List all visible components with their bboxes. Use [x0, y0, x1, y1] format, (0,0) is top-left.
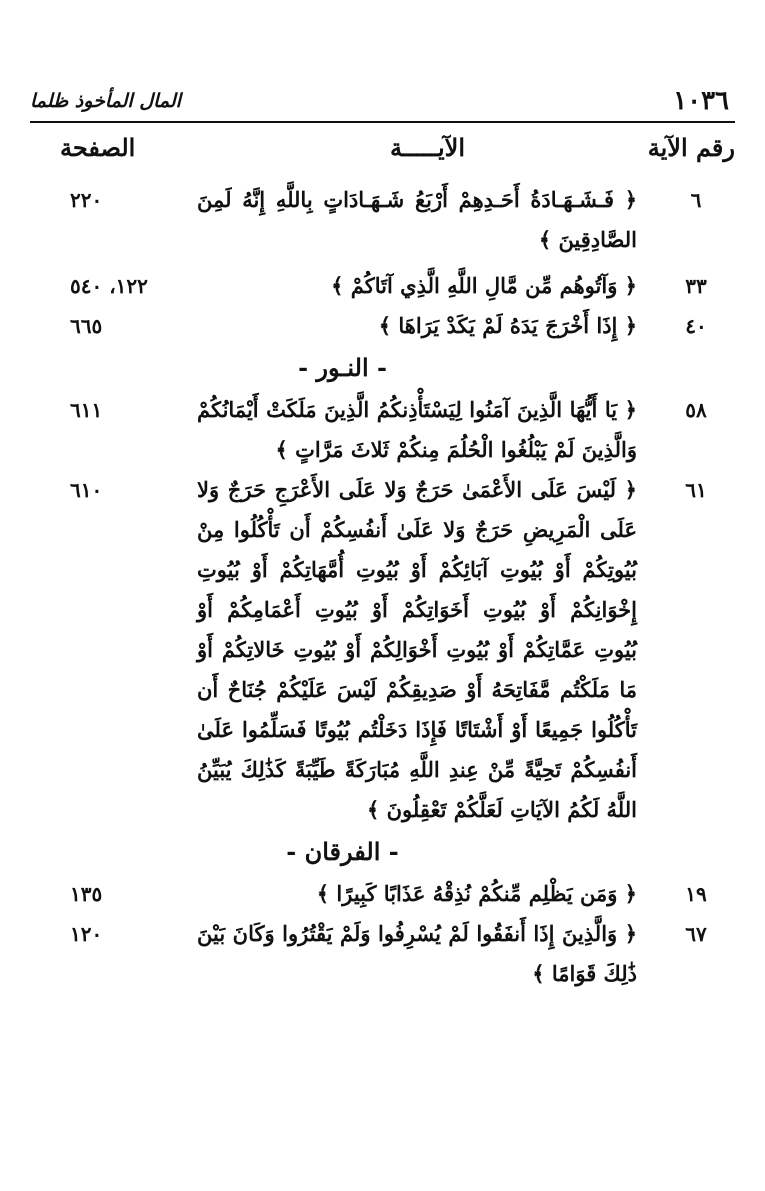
verse-text: ﴿ يَا أَيُّهَا الَّذِينَ آمَنُوا لِيَسْتَأْذِنكُمُ الَّذِينَ مَلَكَتْ أَيْمَانُكُمْ وَالَّذِينَ لَمْ يَبْلُغُوا الْحُلُمَ مِنكُمْ ثَلاثَ مَرَّاتٍ ﴾: [197, 397, 637, 462]
verse-text: ﴿ فَـشَـهَـادَةُ أَحَـدِهِمْ أَرْبَعُ شَـهَـادَاتٍ بِاللَّهِ إِنَّهُ لَمِنَ الصَّادِقِينَ ﴾: [197, 187, 637, 252]
page-reference: ١٢٠: [70, 922, 103, 946]
verse-text: ﴿ وَآتُوهُم مِّن مَّالِ اللَّهِ الَّذِي آتَاكُمْ ﴾: [331, 273, 637, 298]
verse-text: ﴿ وَمَن يَظْلِم مِّنكُمْ نُذِقْهُ عَذَابًا كَبِيرًا ﴾: [316, 881, 637, 906]
verse-number: ٦٧: [685, 922, 707, 946]
page-number: ١٠٣٦: [673, 86, 729, 116]
index-row: [30, 306, 735, 346]
page-reference: ٦١٠: [70, 478, 103, 502]
column-heading-verse: الآيـــــة: [389, 133, 465, 162]
surah-heading-furqan: - الفرقان -: [286, 837, 399, 866]
page-reference: ٢٢٠: [70, 188, 103, 212]
verse-text: ﴿ لَيْسَ عَلَى الأَعْمَىٰ حَرَجٌ وَلا عَلَى الأَعْرَجِ حَرَجٌ وَلا عَلَى الْمَرِيضِ حَرَجٌ وَلا عَلَىٰ أَنفُسِكُمْ أَن تَأْكُلُوا مِنْ بُيُوتِكُمْ أَوْ بُيُوتِ آبَائِكُمْ أَوْ بُيُوتِ أُمَّهَاتِكُمْ أَوْ بُيُوتِ إِخْوَانِكُمْ أَوْ بُيُوتِ أَخَوَاتِكُمْ أَوْ بُيُوتِ أَعْمَامِكُمْ أَوْ بُيُوتِ عَمَّاتِكُمْ أَوْ بُيُوتِ أَخْوَالِكُمْ أَوْ بُيُوتِ خَالاتِكُمْ أَوْ مَا مَلَكْتُم مَّفَاتِحَهُ أَوْ صَدِيقِكُمْ لَيْسَ عَلَيْكُمْ جُنَاحٌ أَن تَأْكُلُوا جَمِيعًا أَوْ أَشْتَاتًا فَإِذَا دَخَلْتُم بُيُوتًا فَسَلِّمُوا عَلَىٰ أَنفُسِكُمْ تَحِيَّةً مِّنْ عِندِ اللَّهِ مُبَارَكَةً طَيِّبَةً كَذَٰلِكَ يُبَيِّنُ اللَّهُ لَكُمُ الآيَاتِ لَعَلَّكُمْ تَعْقِلُونَ ﴾: [197, 477, 637, 822]
verse-number: ٦١: [685, 478, 707, 502]
verse-index: [30, 180, 735, 994]
page-reference: ١٣٥: [70, 882, 103, 906]
index-row: [30, 874, 735, 914]
verse-number: ٦: [690, 188, 702, 212]
page-reference: ٦١١: [70, 398, 103, 422]
page-reference: ١٢٢، ٥٤٠: [70, 274, 148, 298]
index-row: [30, 914, 735, 994]
surah-heading-nur: - النـور -: [298, 353, 387, 382]
running-header: [30, 84, 735, 118]
column-headers: [30, 130, 735, 166]
index-row: [30, 266, 735, 306]
page-reference: ٦٦٥: [70, 314, 103, 338]
column-heading-verse-number: رقم الآية: [647, 133, 735, 162]
verse-number: ٣٣: [685, 274, 707, 298]
index-row: [30, 390, 735, 470]
verse-number: ٥٨: [685, 398, 707, 422]
verse-text: ﴿ وَالَّذِينَ إِذَا أَنفَقُوا لَمْ يُسْرِفُوا وَلَمْ يَقْتُرُوا وَكَانَ بَيْنَ ذَٰلِكَ قَوَامًا ﴾: [197, 921, 637, 986]
header-rule: [30, 121, 735, 123]
index-row: [30, 180, 735, 260]
book-title: المال المأخوذ ظلما: [30, 90, 181, 112]
index-row: [30, 470, 735, 830]
verse-number: ٤٠: [685, 314, 707, 338]
column-heading-page: الصفحة: [60, 133, 136, 162]
verse-number: ١٩: [685, 882, 707, 906]
verse-text: ﴿ إِذَا أَخْرَجَ يَدَهُ لَمْ يَكَدْ يَرَاهَا ﴾: [378, 313, 637, 338]
